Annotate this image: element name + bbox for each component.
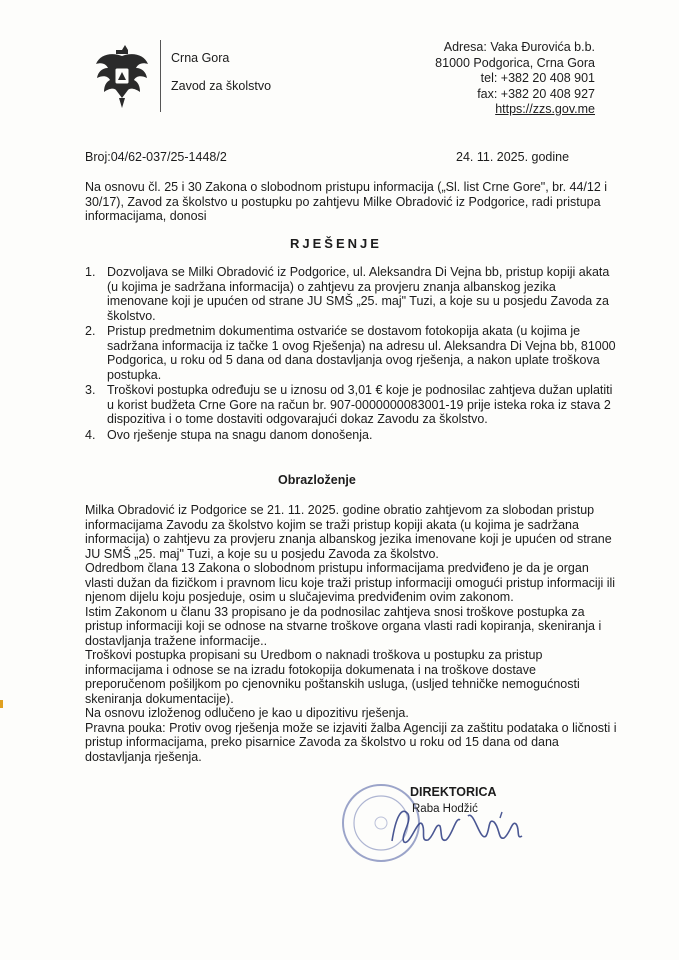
address-line: Adresa: Vaka Đurovića b.b. <box>443 40 595 54</box>
reasoning-paragraph: Troškovi postupka propisani su Uredbom o naknadi troškova u postupku za pristup informacijama i odnose se na izradu fotokopija dokumenata i na troškove dostave preporučenom pošiljkom po cjenovniku poštanskih usluga, (usljed tehničke nemogućnosti skeniranja dokumentacije). <box>85 648 580 706</box>
header-divider <box>160 40 161 112</box>
reasoning-title: Obrazloženje <box>278 473 356 487</box>
reasoning-paragraph: Istim Zakonom u članu 33 propisano je da podnosilac zahtjeva snosi troškove postupka za pristup informaciji koji se odnose na stvarne troškove organa vlasti radi kopiranja, skeniranja i dostavljanja tražene informacije.. <box>85 604 602 648</box>
reasoning-paragraph: Na osnovu izloženog odlučeno je kao u dipozitivu rješenja. <box>85 706 409 720</box>
list-item <box>85 324 617 382</box>
fax-number: fax: +382 20 408 927 <box>477 86 595 101</box>
list-item <box>85 265 617 323</box>
document-date: 24. 11. 2025. godine <box>456 150 570 164</box>
item-number: 4. <box>85 427 96 442</box>
item-number: 1. <box>85 265 96 279</box>
reference-number: Broj:04/62-037/25-1448/2 <box>85 150 227 164</box>
item-text: Troškovi postupka određuju se u iznosu od 3,01 € koje je podnosilac zahtjeva dužan uplatiti u korist budžeta Crne Gore na račun br. 907-0000000083001-19 prije isteka roka iz stava 2 dispozitiva i o tome dostaviti odgovarajući dokaz Zavodu za školstvo. <box>107 383 613 426</box>
document-title: RJEŠENJE <box>290 236 382 251</box>
item-number: 3. <box>85 383 96 397</box>
signatory-title: DIREKTORICA <box>410 785 497 799</box>
list-item <box>85 428 617 443</box>
reasoning-paragraph: Odredbom člana 13 Zakona o slobodnom pristupu informacijama predviđeno je da je organ vlasti dužan da fizičkom i pravnom licu koje traži pristup informaciji omogući pristup informaciji ili njenom dijelu koju posjeduje, osim u slučajevima predviđenim ovim zakonom. <box>85 561 616 604</box>
phone-number: tel: +382 20 408 901 <box>480 71 595 85</box>
reasoning-body <box>85 503 617 764</box>
item-number: 2. <box>85 324 96 338</box>
address-city: 81000 Podgorica, Crna Gora <box>435 55 595 70</box>
reasoning-paragraph: Milka Obradović iz Podgorice se 21. 11. 2025. godine obratio zahtjevom za slobodan pristup informacijama Zavodu za školstvo kojim se traži pristup kopiji akata (u kojima je sadržana informacija) o zahtjevu za provjeru znanja albanskog jezika imenovane koji je upućen od strane JU SMŠ „25. maj" Tuzi, a koje su u posjedu Zavoda za školstvo. <box>85 503 612 561</box>
legal-notice: Pravna pouka: Protiv ovog rješenja može se izjaviti žalba Agenciji za zaštitu podataka o ličnosti i pristup informacijama, preko pisarnice Zavoda za školstvo u roku od 15 dana od dana dostavljanja rješenja. <box>85 720 617 764</box>
scan-edge-mark <box>0 700 3 708</box>
decision-list <box>85 265 617 443</box>
contact-block <box>435 40 595 118</box>
website-link[interactable]: https://zzs.gov.me <box>495 102 595 116</box>
org-name: Crna Gora <box>171 51 230 65</box>
list-item <box>85 383 617 427</box>
montenegro-coat-of-arms-icon <box>92 42 152 112</box>
signatory-name: Raba Hodžić <box>412 803 478 815</box>
item-text: Ovo rješenje stupa na snagu danom donošenja. <box>107 427 373 442</box>
intro-paragraph: Na osnovu čl. 25 i 30 Zakona o slobodnom pristupu informacija („Sl. list Crne Gore", br. 44/12 i 30/17), Zavod za školstvo u postupku po zahtjevu Milke Obradović iz Podgorice, radi pristupa informacijama, donosi <box>85 180 608 223</box>
item-text: Pristup predmetnim dokumentima ostvariće se dostavom fotokopija akata (u kojima je sadržana informacija iz tačke 1 ovog Rješenja) na adresu ul. Aleksandra Di Vejna bb, 81000 Podgorica, u roku od 5 dana od dana dostavljanja ovog rješenja, a nakon uplate troškova postupka. <box>107 324 616 382</box>
item-text: Dozvoljava se Milki Obradović iz Podgorice, ul. Aleksandra Di Vejna bb, pristup kopiji akata (u kojima je sadržana informacija) o zahtjevu za provjeru znanja albanskog jezika imenovane koji je upućen od strane JU SMŠ „25. maj" Tuzi, a koje su u posjedu Zavoda za školstvo. <box>107 265 610 323</box>
org-unit: Zavod za školstvo <box>171 79 272 93</box>
handwritten-signature-icon <box>382 796 532 851</box>
